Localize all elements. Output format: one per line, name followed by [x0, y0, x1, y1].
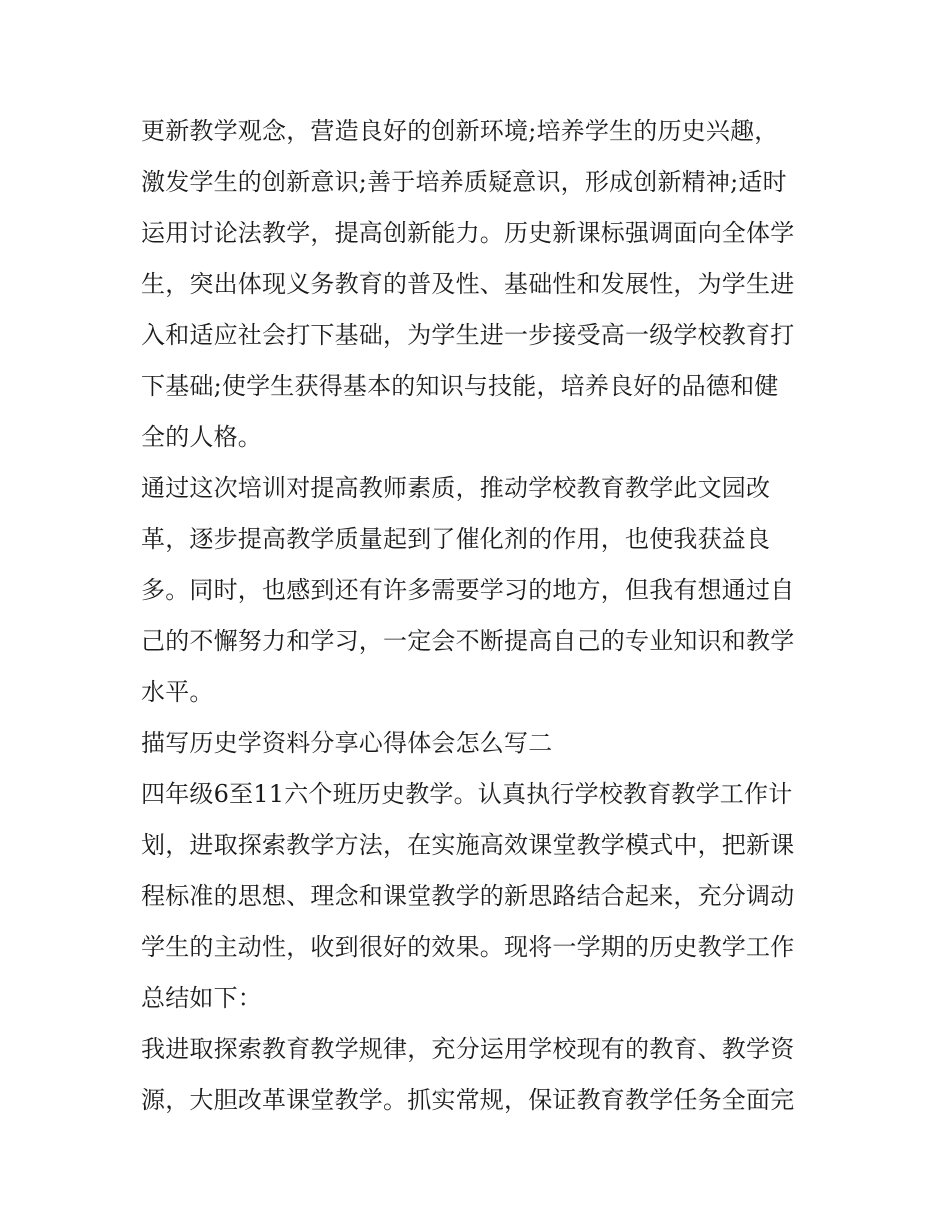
section-heading: 描写历史学资料分享心得体会怎么写二 [141, 729, 553, 757]
document-body [141, 106, 821, 1126]
text-line: 激发学生的创新意识;善于培养质疑意识，形成创新精神;适时 [141, 168, 787, 196]
text-line: 通过这次培训对提高教师素质，推动学校教育教学此文园改 [141, 474, 771, 502]
text-line: 全的人格。 [141, 423, 262, 451]
text-line: 多。同时，也感到还有许多需要学习的地方，但我有想通过自 [141, 576, 795, 604]
text-line: 学生的主动性，收到很好的效果。现将一学期的历史教学工作 [141, 933, 795, 961]
text-line: 源，大胆改革课堂教学。抓实常规，保证教育教学任务全面完 [141, 1086, 795, 1114]
text-line: 更新教学观念，营造良好的创新环境;培养学生的历史兴趣， [141, 117, 779, 145]
text-line: 程标准的思想、理念和课堂教学的新思路结合起来，充分调动 [141, 882, 795, 910]
text-line: 我进取探索教育教学规律，充分运用学校现有的教育、教学资 [141, 1035, 795, 1063]
text-line: 下基础;使学生获得基本的知识与技能，培养良好的品德和健 [141, 372, 779, 400]
text-line: 水平。 [141, 678, 214, 706]
text-line: 入和适应社会打下基础，为学生进一步接受高一级学校教育打 [141, 321, 795, 349]
text-line: 运用讨论法教学，提高创新能力。历史新课标强调面向全体学 [141, 219, 795, 247]
text-line: 己的不懈努力和学习，一定会不断提高自己的专业知识和教学 [141, 627, 795, 655]
text-line: 总结如下： [141, 984, 262, 1012]
text-line: 划，进取探索教学方法，在实施高效课堂教学模式中，把新课 [141, 831, 795, 859]
text-line: 革，逐步提高教学质量起到了催化剂的作用，也使我获益良 [141, 525, 771, 553]
text-line: 四年级6至11六个班历史教学。认真执行学校教育教学工作计 [141, 780, 793, 808]
text-line: 生，突出体现义务教育的普及性、基础性和发展性，为学生进 [141, 270, 795, 298]
